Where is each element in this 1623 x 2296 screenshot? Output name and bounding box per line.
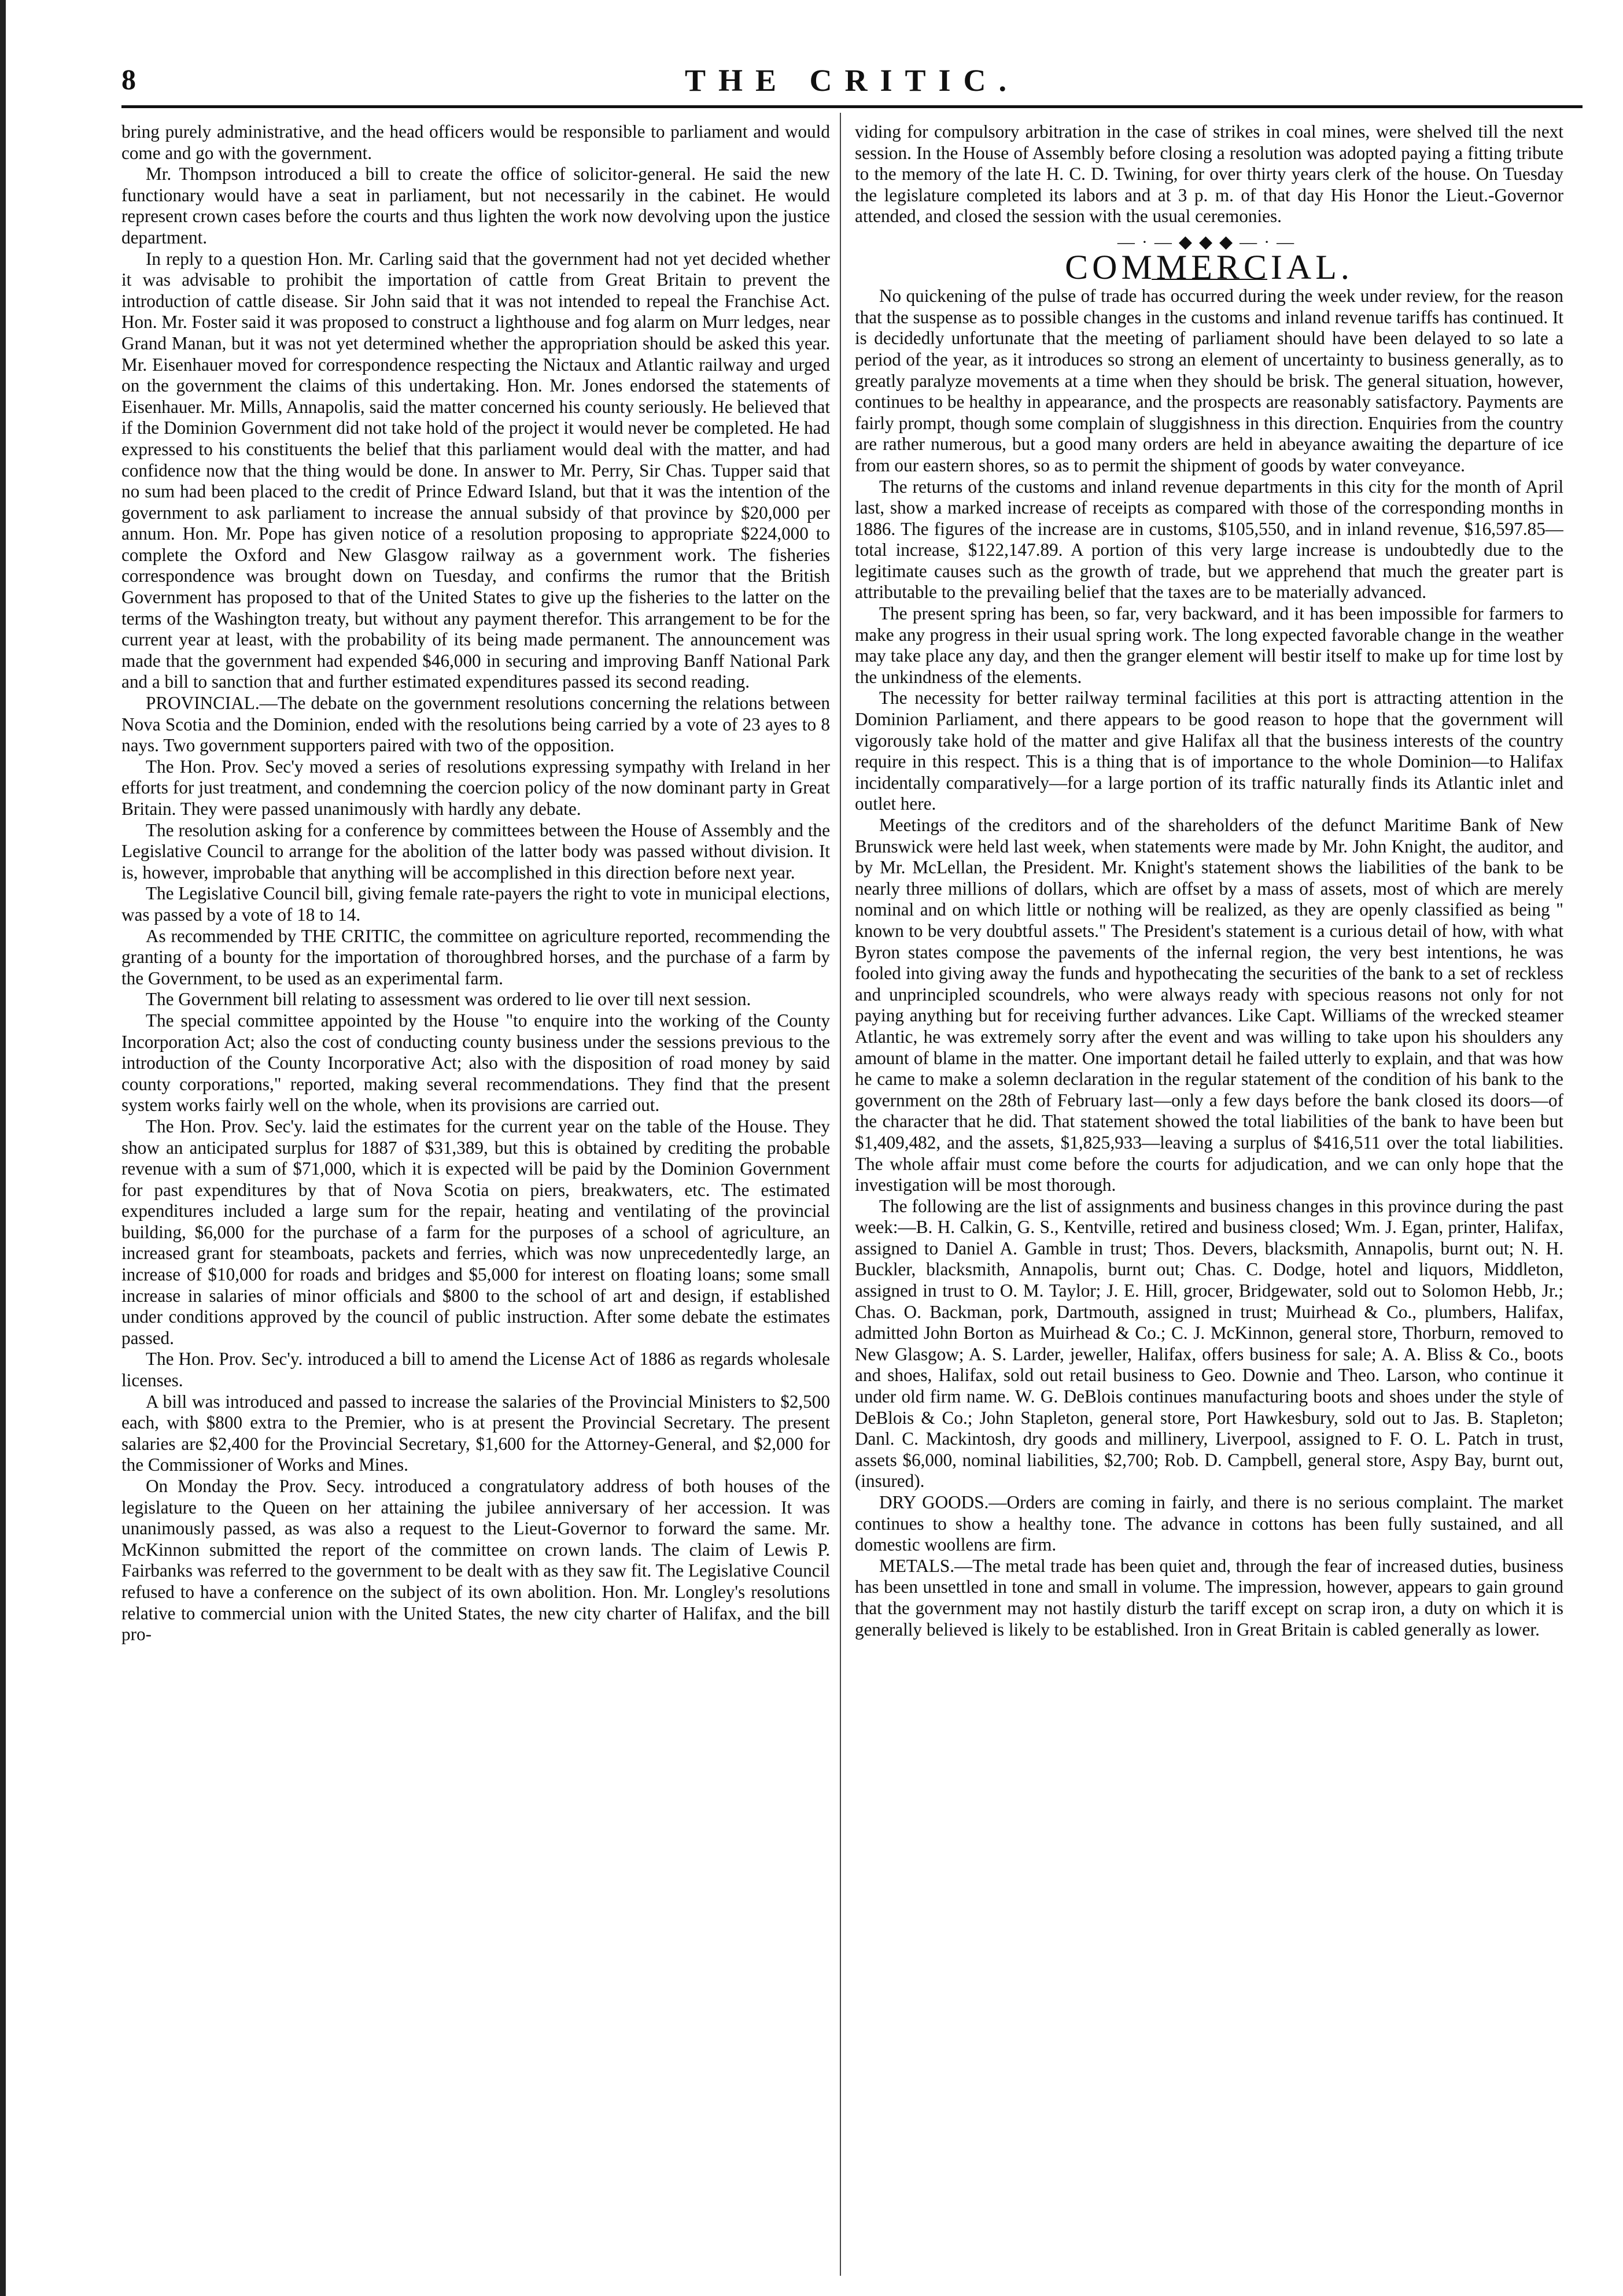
header-rule [121, 105, 1583, 108]
paragraph: DRY GOODS.—Orders are coming in fairly, and there is no serious complaint. The market continues to show a healthy tone. The advance in cottons has been fully sustained, and all domestic woollens are firm. [855, 1492, 1563, 1555]
paragraph: The Hon. Prov. Sec'y. introduced a bill to amend the License Act of 1886 as regards wholesale licenses. [121, 1349, 830, 1391]
ornament-divider: —·—◆◆◆—·— [1117, 232, 1301, 252]
paragraph: The Government bill relating to assessment was ordered to lie over till next session. [146, 989, 751, 1010]
paragraph: The following are the list of assignments and business changes in this province during the past week:—B. H. Calkin, G. S., Kentville, retired and business closed; Wm. J. Egan, printer, Halifax, assigned to Daniel A. Gamble in trust; Thos. Devers, blacksmith, Annapolis, burnt out; N. H. Buckler, blacksmith, Annapolis, burnt out; Chas. C. Dodge, hotel and liquors, Middleton, assigned in trust to O. M. Taylor; J. E. Hill, grocer, Bridgewater, sold out to Solomon Hebb, Jr.; Chas. O. Backman, pork, Dartmouth, assigned in trust; Muirhead & Co., plumbers, Halifax, admitted John Borton as Muirhead & Co.; C. J. McKinnon, general store, Thorburn, removed to New Glasgow; A. S. Larder, jeweller, Halifax, offers business for sale; A. A. Bliss & Co., boots and shoes, Halifax, sold out retail business to Geo. Downie and Theo. Larson, who continue it under old firm name. W. G. DeBlois continues manufacturing boots and shoes under the style of DeBlois & Co.; John Stapleton, general store, Port Hawkesbury, sold out to Jas. B. Stapleton; Danl. C. Mackintosh, dry goods and millinery, Liverpool, assigned to F. O. L. Patch in trust, assets $6,000, nominal liabilities, $2,700; Rob. D. Campbell, general store, Aspy Bay, burnt out, (insured). [855, 1195, 1563, 1492]
paragraph: PROVINCIAL.—The debate on the government resolutions concerning the relations between Nova Scotia and the Dominion, ended with the resolutions being carried by a vote of 23 ayes to 8 nays. Two government supporters paired with two of the opposition. [121, 693, 830, 756]
paragraph: The present spring has been, so far, very backward, and it has been impossible for farmers to make any progress in their usual spring work. The long expected favorable change in the weather may take place any day, and then the granger element will bestir itself to make up for time lost by the unkindness of the elements. [855, 603, 1563, 687]
paragraph: The Hon. Prov. Sec'y. laid the estimates for the current year on the table of the House. They show an anticipated surplus for 1887 of $31,389, but this is obtained by crediting the probable revenue with a sum of $71,000, which it is expected will be paid by the Dominion Government for past expenditures by that of Nova Scotia on piers, breakwaters, etc. The estimated expenditures included a large sum for the repair, heating and ventilating of the provincial building, $6,000 for the purchase of a farm for the purposes of a school of agriculture, an increased grant for steamboats, packets and ferries, which was now unprecedentedly large, an increase of $10,000 for roads and bridges and $5,000 for interest on floating loans; some small increase in salaries of minor officials and $800 to the school of art and design, if established under conditions approved by the council of public instruction. After some debate the estimates passed. [121, 1116, 830, 1348]
section-title-commercial: COMMERCIAL. [1065, 248, 1353, 286]
paragraph: viding for compulsory arbitration in the case of strikes in coal mines, were shelved till the next session. In the House of Assembly before closing a resolution was adopted paying a fitting tribute to the memory of the late H. C. D. Twining, for over thirty years clerk of the house. On Tuesday the legislature completed its labors and at 3 p. m. of that day His Honor the Lieut.-Governor attended, and closed the session with the usual ceremonies. [855, 121, 1563, 227]
paragraph: METALS.—The metal trade has been quiet and, through the fear of increased duties, business has been unsettled in tone and small in volume. The impression, however, appears to gain ground that the government may not hastily disturb the tariff except on scrap iron, a duty on which it is generally believed is likely to be established. Iron in Great Britain is cabled generally as lower. [855, 1555, 1563, 1640]
paragraph: The Hon. Prov. Sec'y moved a series of resolutions expressing sympathy with Ireland in her efforts for just treatment, and condemning the coercion policy of the now dominant party in Great Britain. They were passed unanimously with hardly any debate. [121, 756, 830, 819]
left-column [121, 121, 830, 2273]
paragraph: No quickening of the pulse of trade has occurred during the week under review, for the reason that the suspense as to possible changes in the customs and inland revenue tariffs has continued. It is decidedly unfortunate that the meeting of parliament should have been delayed to so late a period of the year, as it introduces so strong an element of uncertainty to business generally, as to greatly paralyze movements at a time when they should be brisk. The general situation, however, continues to be healthy in appearance, and the prospects are reasonably satisfactory. Payments are fairly prompt, though some complain of sluggishness in this direction. Enquiries from the country are rather numerous, but a good many orders are held in abeyance awaiting the departure of ice from our eastern shores, so as to permit the shipment of goods by water conveyance. [855, 286, 1563, 475]
page-header [121, 62, 1583, 103]
paragraph: The special committee appointed by the House "to enquire into the working of the County Incorporation Act; also the cost of conducting county business under the sessions previous to the introduction of the County Incorporative Act; also with the disposition of road money by said county corporations," reported, making several recommendations. They find that the present system works fairly well on the whole, when its provisions are carried out. [121, 1010, 830, 1116]
paragraph: A bill was introduced and passed to increase the salaries of the Provincial Ministers to $2,500 each, with $800 extra to the Premier, who is at present the Provincial Secretary. The present salaries are $2,400 for the Provincial Secretary, $1,600 for the Attorney-General, and $2,000 for the Commissioner of Works and Mines. [121, 1391, 830, 1475]
paragraph: The resolution asking for a conference by committees between the House of Assembly and the Legislative Council to arrange for the abolition of the latter body was passed without division. It is, however, improbable that anything will be accomplished in this direction before next year. [121, 820, 830, 883]
paragraph: As recommended by THE CRITIC, the committee on agriculture reported, recommending the granting of a bounty for the importation of thoroughbred horses, and the purchase of a farm by the Government, to be used as an experimental farm. [121, 925, 830, 988]
paragraph: The returns of the customs and inland revenue departments in this city for the month of April last, show a marked increase of receipts as compared with those of the corresponding months in 1886. The figures of the increase are in customs, $105,550, and in inland revenue, $16,597.85—total increase, $122,147.89. A portion of this very large increase is undoubtedly due to the legitimate causes such as the growth of trade, but we apprehend that much the greater part is attributable to the prevailing belief that the taxes are to be materially advanced. [855, 476, 1563, 603]
paragraph: The necessity for better railway terminal facilities at this port is attracting attention in the Dominion Parliament, and there appears to be good reason to hope that the government will vigorously take hold of the matter and give Halifax all that the business interests of the country require in this respect. This is a thing that is of importance to the whole Dominion—to Halifax incidentally comparatively—for a large portion of its traffic naturally finds its Atlantic inlet and outlet here. [855, 688, 1563, 814]
paragraph: bring purely administrative, and the head officers would be responsible to parliament and would come and go with the government. [121, 121, 830, 163]
paragraph: The Legislative Council bill, giving female rate-payers the right to vote in municipal elections, was passed by a vote of 18 to 14. [121, 883, 830, 925]
page-edge-shadow [0, 0, 6, 2296]
page-number: 8 [121, 63, 136, 95]
right-column [855, 121, 1563, 2273]
paragraph: Meetings of the creditors and of the shareholders of the defunct Maritime Bank of New Brunswick were held last week, when statements were made by Mr. John Knight, the auditor, and by Mr. McLellan, the President. Mr. Knight's statement shows the liabilities of the bank to be nearly three millions of dollars, which are offset by a mass of assets, most of which are merely nominal and on which little or nothing will be realized, as they are openly classified as being " known to be very doubtful assets." The President's statement is a curious detail of how, with what Byron states compose the pavements of the infernal region, the very best intentions, he was fooled into giving away the funds and hypothecating the securities of the bank to a set of reckless and unprincipled scoundrels, who were always ready with specious reasons not only for not paying anything but for receiving further advances. Like Capt. Williams of the wrecked steamer Atlantic, he was extremely sorry after the event and was willing to take upon his shoulders any amount of blame in the matter. One important detail he failed utterly to explain, and that was how he came to make a solemn declaration in the regular statement of the condition of his bank to the government on the 28th of February last—only a few days before the bank closed its doors—of the character that he did. That statement showed the total liabilities of the bank to have been but $1,409,482, and the assets, $1,825,933—leaving a surplus of $416,511 over the total liabilities. The whole affair must come before the courts for adjudication, and we can only hope that the investigation will be most thorough. [855, 815, 1563, 1195]
paragraph: Mr. Thompson introduced a bill to create the office of solicitor-general. He said the new functionary would have a seat in parliament, but not necessarily in the cabinet. He would represent crown cases before the courts and thus lighten the work now devolving upon the justice department. [121, 164, 830, 248]
paragraph: On Monday the Prov. Secy. introduced a congratulatory address of both houses of the legislature to the Queen on her attaining the jubilee anniversary of her accession. It was unanimously passed, as was also a request to the Lieut-Governor to forward the same. Mr. McKinnon submitted the report of the committee on crown lands. The claim of Lewis P. Fairbanks was referred to the government to be dealt with as they saw fit. The Legislative Council refused to have a conference on the subject of its own abolition. Hon. Mr. Longley's resolutions relative to commercial union with the United States, the new city charter of Halifax, and the bill pro- [121, 1476, 830, 1645]
column-divider [840, 113, 841, 2276]
masthead-title: THE CRITIC. [684, 63, 1020, 98]
paragraph: In reply to a question Hon. Mr. Carling said that the government had not yet decided whether it was advisable to prohibit the importation of cattle from Great Britain to prevent the introduction of cattle disease. Sir John said that it was not intended to repeal the Franchise Act. Hon. Mr. Foster said it was proposed to construct a lighthouse and fog alarm on Murr ledges, near Grand Manan, but it was not yet determined whether the appropriation should be asked this year. Mr. Eisenhauer moved for correspondence respecting the Nictaux and Atlantic railway and urged on the government the claims of this undertaking. Hon. Mr. Jones endorsed the statements of Eisenhauer. Mr. Mills, Annapolis, said the matter concerned his county seriously. He believed that if the Dominion Government did not take hold of the project it would never be completed. He had expressed to his constituents the belief that this parliament would deal with the matter, and had confidence now that the thing would be done. In answer to Mr. Perry, Sir Chas. Tupper said that no sum had been placed to the credit of Prince Edward Island, but that it was the intention of the government to ask parliament to increase the annual subsidy of that province by $20,000 per annum. Hon. Mr. Pope has given notice of a resolution proposing to appropriate $224,000 to complete the Oxford and New Glasgow railway as a government work. The fisheries correspondence was brought down on Tuesday, and confirms the rumor that the British Government has proposed to that of the United States to give up the fisheries to the latter on the terms of the Washington treaty, but without any payment therefor. This arrangement to be for the current year at least, with the probability of its being made permanent. The announcement was made that the government had expended $46,000 in securing and improving Banff National Park and a bill to sanction that and further estimated expenditures passed its second reading. [121, 248, 830, 692]
